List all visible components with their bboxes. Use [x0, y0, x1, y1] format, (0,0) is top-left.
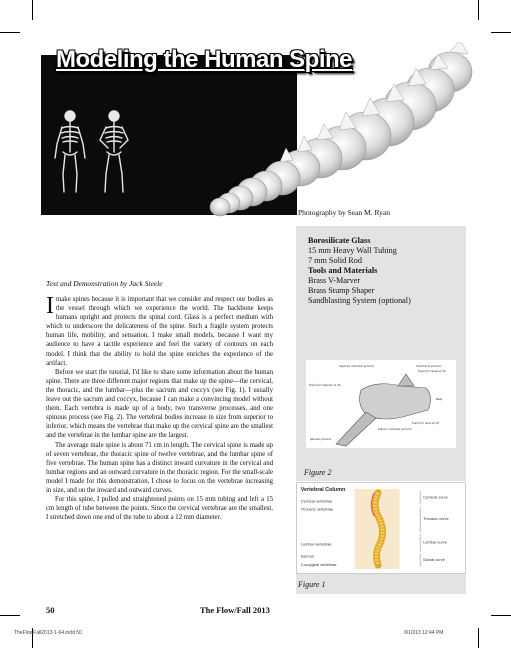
figure-1-caption: Figure 1 — [298, 580, 326, 589]
materials-item: Brass Stump Shaper — [308, 286, 375, 295]
vertebral-column-diagram — [296, 482, 466, 574]
article-paragraph: For this spine, I pulled and straightened points on 15 mm tubing and left a 15 cm length of tube between the points. Since the cervical vertebrae are the smallest, I stretched down one end of the tube to about a 12 mm diameter. — [46, 496, 273, 522]
materials-box — [296, 226, 466, 356]
fig2-label: Inferior articular process — [378, 427, 412, 431]
fig2-label: Facet for tubercle of rib — [309, 383, 341, 387]
footer-title: The Flow/Fall 2013 — [200, 605, 270, 615]
crop-mark — [0, 32, 20, 33]
crop-mark — [0, 615, 20, 616]
vertebra-diagram — [306, 360, 456, 448]
print-slug: TheFlowFall2013-1-64.indd 50 — [14, 630, 82, 636]
article-paragraph-text: make spines because it is important that we consider and respect our bodies as the vessel through which we experience the world. The backbone keeps humans upright and protects the spinal cord. Glass is a perfect medium with which to underscore the delicateness of the spine. Such a fragile system protects human life, mobility, and sensation. I make small models, because I want my audience to have a tactile experience and feel the variety of contours on each model. I think that the ability to hold the spine enriches the experience of the artifact. — [46, 296, 273, 367]
materials-heading-tools: Tools and Materials — [308, 266, 378, 275]
crop-mark — [478, 628, 479, 648]
materials-item: Sandblasting System (optional) — [308, 296, 411, 305]
materials-item: Brass V-Marver — [308, 276, 361, 285]
fig2-label: Body — [436, 397, 443, 401]
byline: Text and Demonstration by Jack Steele — [46, 279, 163, 288]
fig1-label-right: Cervical curve — [423, 494, 448, 500]
fig1-label-left: Cervical vertebrae — [300, 498, 333, 504]
page-title: Modeling the Human Spine — [56, 46, 353, 73]
crop-mark — [491, 615, 511, 616]
crop-mark — [491, 32, 511, 33]
article-paragraph: The average male spine is about 71 cm in length. The cervical spine is made up of seven vertebrae, the thoracic spine of twelve vertebrae, and the lumbar spine of five vertebrae. The human spine has a distinct inward curvature in the cervical and lumbar regions and an outward curvature in the thoracic region. For the small-scale model I made for this demonstration, I chose to focus on the vertebrae increasing in size, and on the inward and outward curves. — [46, 441, 273, 494]
fig1-label-right: Sacral curve — [423, 557, 445, 563]
fig1-label-right: Lumbar curve — [423, 539, 447, 545]
figure-2 — [296, 356, 466, 481]
crop-mark — [478, 0, 479, 20]
fig1-label-left: Coccygeal vertebrae — [300, 562, 337, 568]
article-paragraph: Before we start the tutorial, I'd like to share some information about the human spine. There are three different major regions that make up the spine—the cervical, the thoracic, and the lumbar—plus the sacrum and coccyx (see Fig. 1). I usually leave out the sacrum and coccyx, because I can make a convincing model without them. Each vertebra is made up of a body, two transverse processes, and one spinous process (see Fig. 2). The vertebral bodies increase in size from superior to inferior, which means the vertebrae that make up the cervical spine are the smallest and the vertebrae in the lumbar spine are the largest. — [46, 368, 273, 440]
materials-item: 15 mm Heavy Wall Tubing — [308, 246, 397, 255]
skeleton-illustration — [48, 108, 144, 196]
fig1-title: Vertebral Column — [300, 486, 346, 493]
page-number: 50 — [46, 605, 55, 615]
crop-mark — [32, 0, 33, 20]
fig2-label: Facet for head of rib — [418, 369, 446, 373]
print-timestamp: 9/10/13 12:44 PM — [404, 630, 444, 636]
drop-cap: I — [46, 293, 54, 319]
glass-spine-photo — [150, 42, 480, 222]
materials-heading-glass: Borosilicate Glass — [308, 236, 371, 245]
fig2-label: Transverse process — [416, 364, 442, 368]
figure-1 — [296, 482, 466, 594]
materials-item: 7 mm Solid Rod — [308, 256, 362, 265]
photo-credit: Photography by Sean M. Ryan — [298, 208, 390, 217]
fig1-label-right: Thoracic curve — [423, 516, 449, 522]
fig2-label: Facet for neck of rib — [412, 421, 440, 425]
article-body — [46, 295, 273, 522]
fig1-label-left: Lumbar vertebrae — [300, 541, 332, 547]
fig2-label: Superior articular process — [339, 364, 374, 368]
fig1-label-left: Thoracic vertebrae — [300, 506, 334, 512]
fig1-label-left: Sacrum — [300, 553, 315, 559]
fig2-label: Spinous process — [310, 437, 332, 441]
article-paragraph — [46, 295, 273, 368]
figure-2-caption: Figure 2 — [304, 468, 332, 477]
